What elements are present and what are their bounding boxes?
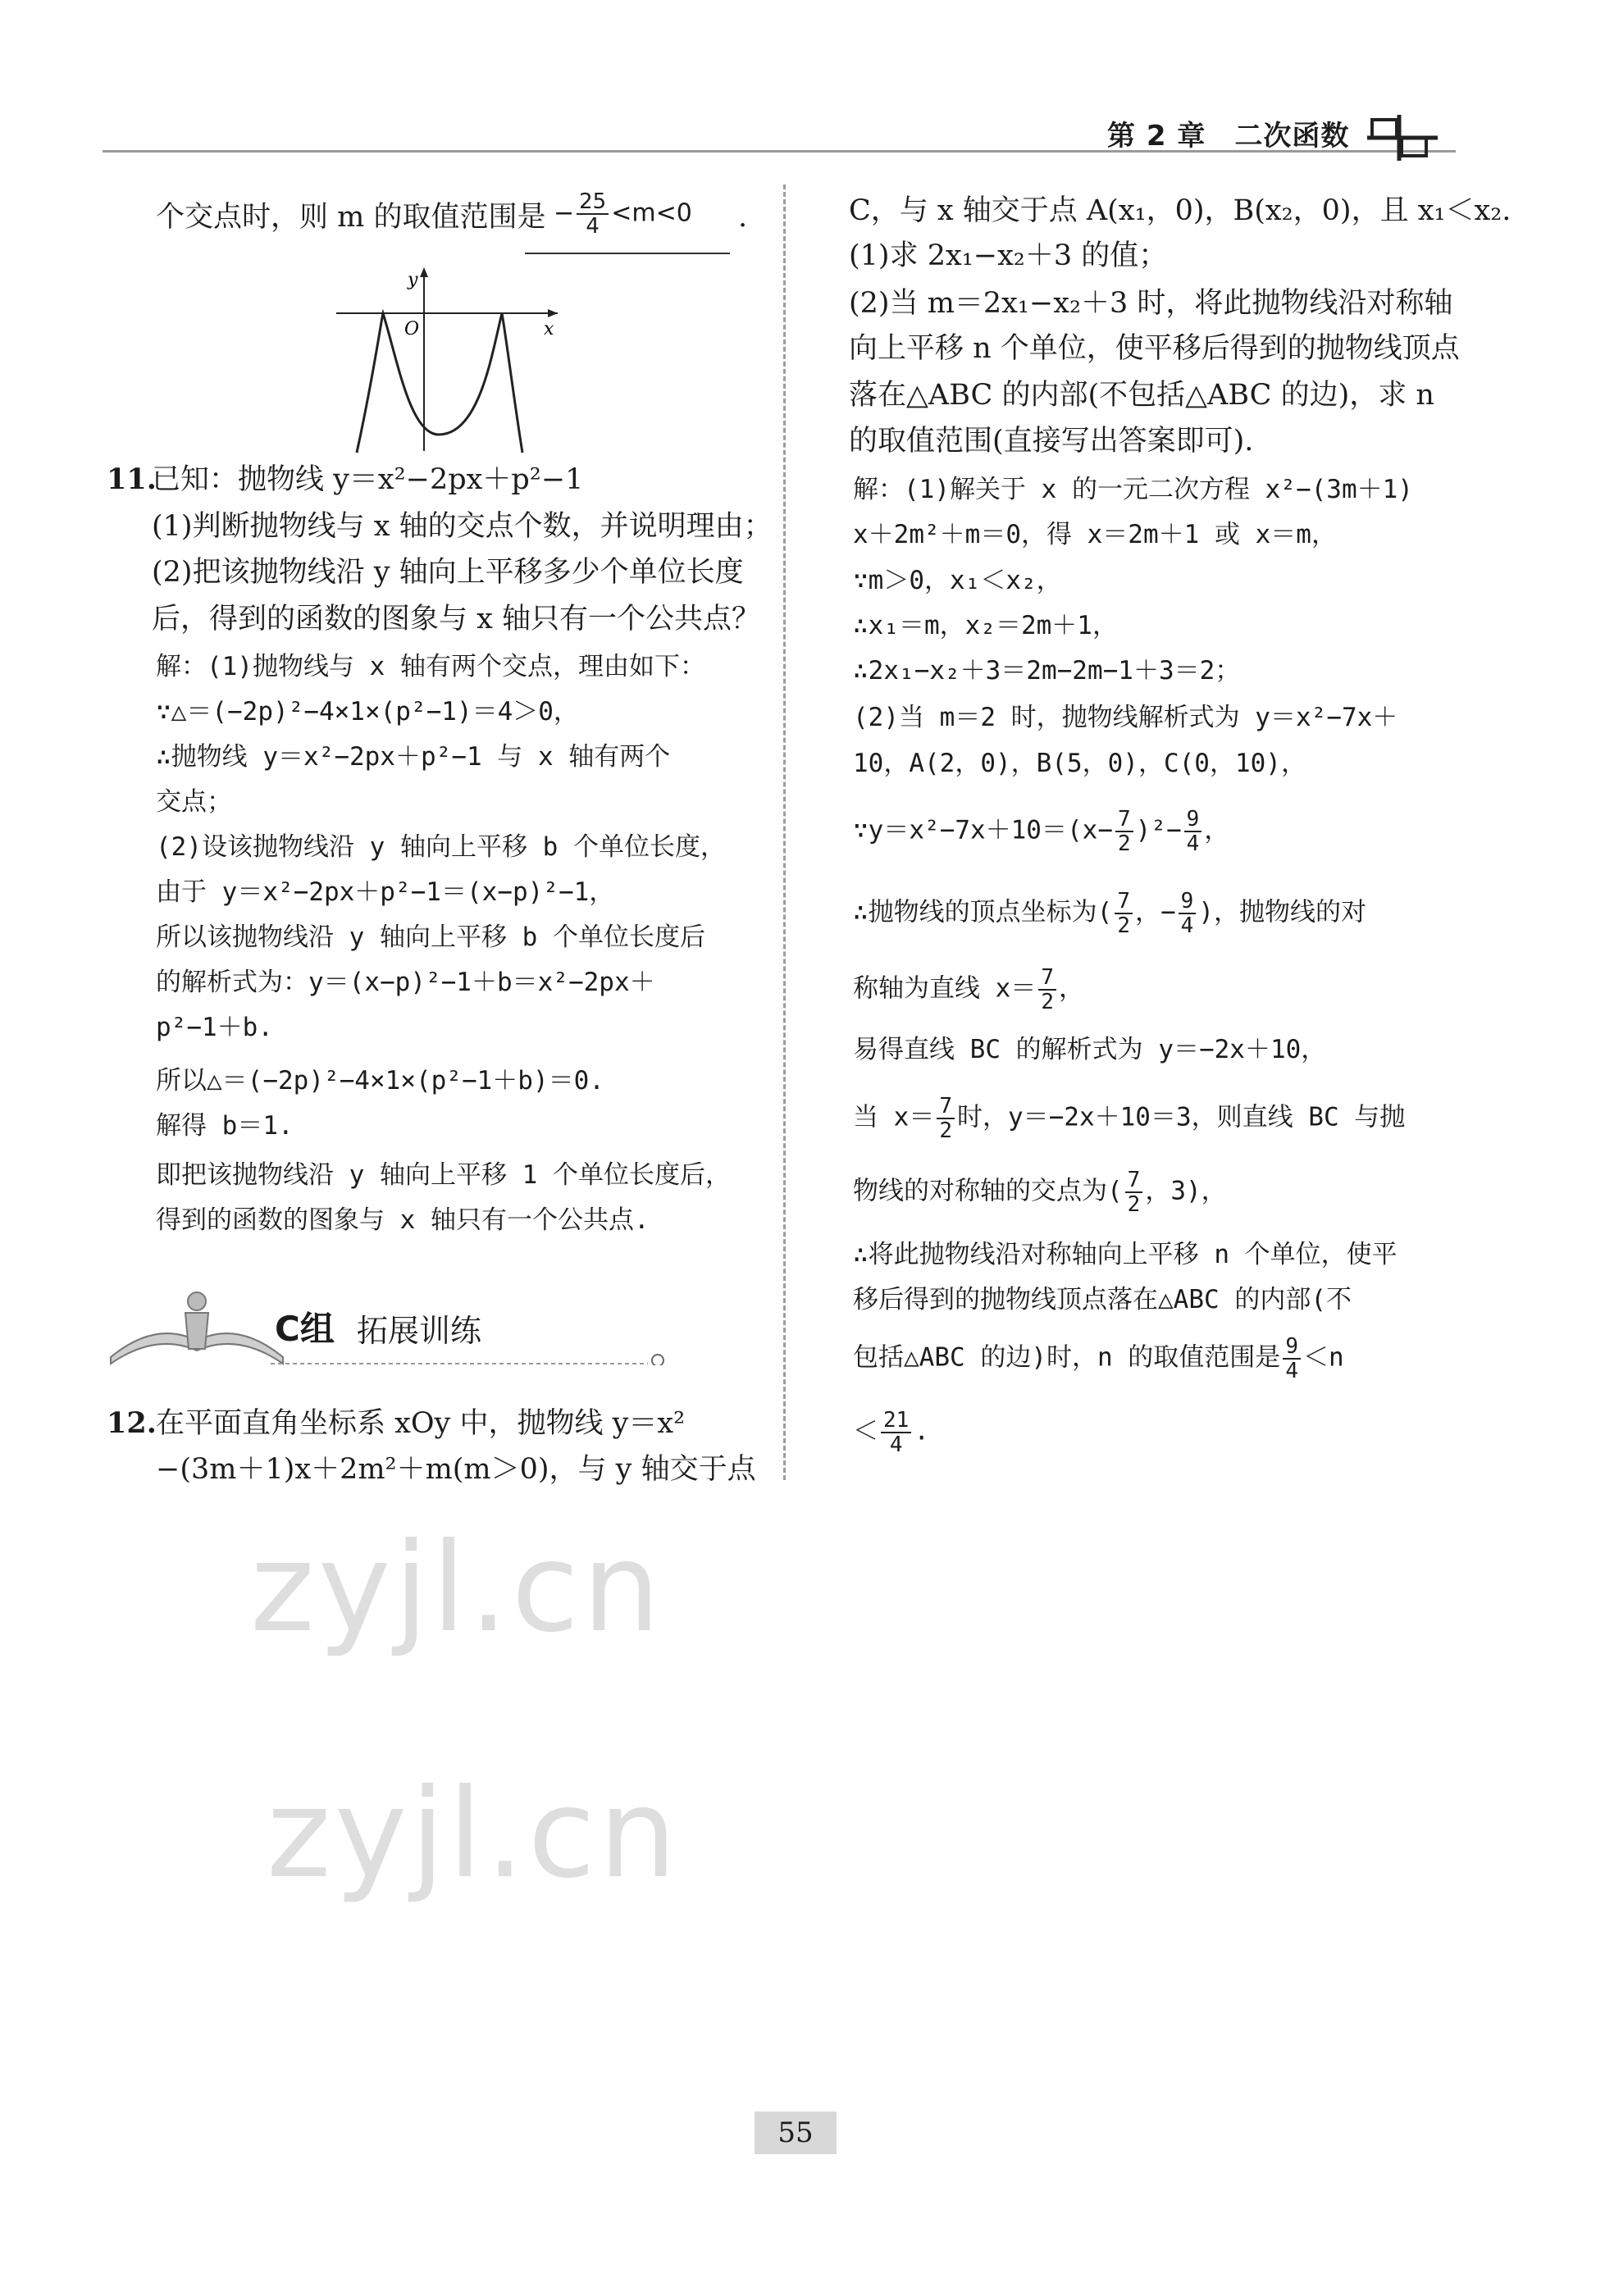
watermark: zyjl.cn	[267, 1763, 681, 1906]
solution-line: 易得直线 BC 的解析式为 y＝−2x＋10，	[853, 1035, 1327, 1064]
q11-number: 11.	[107, 462, 157, 496]
q10-tail-text: 个交点时，则 m 的取值范围是	[156, 201, 546, 234]
parabola-graph	[332, 262, 566, 455]
answer-blank-line	[525, 253, 730, 254]
solution-line: 解：(1)解关于 x 的一元二次方程 x²−(3m＋1)	[853, 475, 1413, 504]
solution-line: 交点；	[156, 787, 232, 817]
q11-part2: (2)把该抛物线沿 y 轴向上平移多少个单位长度	[152, 556, 744, 589]
page-number: 55	[755, 2112, 837, 2154]
q12-part2-cont: 落在△ABC 的内部(不包括△ABC 的边)，求 n	[849, 379, 1434, 412]
solution-line: 所以该抛物线沿 y 轴向上平移 b 个单位长度后	[156, 922, 705, 952]
q12-part2: (2)当 m＝2x₁−x₂＋3 时，将此抛物线沿对称轴	[849, 287, 1453, 320]
solution-line: 得到的函数的图象与 x 轴只有一个公共点.	[156, 1205, 650, 1235]
graph-x-label: x	[544, 319, 554, 339]
solution-line: 解得 b＝1.	[156, 1111, 294, 1141]
q12-part1: (1)求 2x₁−x₂＋3 的值；	[849, 239, 1168, 272]
column-divider	[783, 184, 786, 1480]
section-group-label: C组	[275, 1309, 335, 1349]
graph-origin-label: O	[404, 319, 420, 339]
solution-line: 解：(1)抛物线与 x 轴有两个交点，理由如下：	[156, 652, 705, 681]
solution-line: 当 x＝ $\frac{7}{2}$ 时，y＝−2x＋10＝3，则直线 BC 与抛	[853, 1094, 1406, 1143]
solution-line: 称轴为直线 x＝ $\frac{7}{2}$ ，	[853, 965, 1084, 1014]
q11-stem: 已知：抛物线 y＝x²−2px＋p²−1	[152, 463, 584, 496]
solution-line: ∵△＝(−2p)²−4×1×(p²−1)＝4＞0，	[156, 697, 579, 727]
q10-answer: − $\frac{25}{4}$ <m<0	[554, 189, 692, 239]
solution-line: ＜ $\frac{21}{4}$ .	[853, 1408, 929, 1457]
solution-line: 物线的对称轴的交点为( $\frac{7}{2}$ ，3)，	[853, 1168, 1227, 1217]
solution-line: 所以△＝(−2p)²−4×1×(p²−1＋b)＝0.	[156, 1066, 604, 1096]
solution-line: ∵m＞0，x₁＜x₂，	[853, 566, 1062, 595]
solution-line: 即把该抛物线沿 y 轴向上平移 1 个单位长度后，	[156, 1160, 731, 1190]
solution-line: x＋2m²＋m＝0，得 x＝2m＋1 或 x＝m，	[853, 520, 1337, 549]
q12-stem-line2: −(3m＋1)x＋2m²＋m(m＞0)，与 y 轴交于点	[156, 1453, 756, 1486]
q11-part1: (1)判断抛物线与 x 轴的交点个数，并说明理由；	[152, 510, 773, 543]
solution-line: 10，A(2，0)，B(5，0)，C(0，10)，	[853, 749, 1306, 778]
solution-line: ∴2x₁−x₂＋3＝2m−2m−1＋3＝2；	[853, 656, 1241, 686]
solution-line: ∵y＝x²−7x＋10＝(x− $\frac{7}{2}$ )²− $\frac{9}{4}$ ，	[853, 807, 1230, 856]
graph-y-label: y	[408, 270, 418, 290]
solution-line: 包括△ABC 的边)时，n 的取值范围是 $\frac{9}{4}$ ＜n	[853, 1334, 1344, 1383]
solution-line: 的解析式为：y＝(x−p)²−1＋b＝x²−2px＋	[156, 968, 655, 997]
q10-period: .	[738, 201, 748, 234]
solution-line: ∴抛物线的顶点坐标为( $\frac{7}{2}$ ，− $\frac{9}{4}$ )，抛物线的对	[853, 889, 1366, 938]
q11-part2-cont: 后，得到的函数的图象与 x 轴只有一个公共点？	[152, 603, 760, 636]
q12-stem-cont: C，与 x 轴交于点 A(x₁，0)，B(x₂，0)，且 x₁＜x₂.	[849, 194, 1512, 227]
solution-line: 移后得到的抛物线顶点落在△ABC 的内部(不	[853, 1285, 1352, 1314]
watermark: zyjl.cn	[250, 1517, 664, 1660]
q12-part2-cont: 向上平移 n 个单位，使平移后得到的抛物线顶点	[849, 332, 1460, 365]
chapter-title: 第 2 章 二次函数	[1107, 120, 1350, 153]
solution-line: ∴抛物线 y＝x²−2px＋p²−1 与 x 轴有两个	[156, 742, 671, 772]
solution-line: ∴将此抛物线沿对称轴向上平移 n 个单位，使平	[853, 1240, 1398, 1269]
q12-stem-line1: 在平面直角坐标系 xOy 中，抛物线 y＝x²	[156, 1407, 686, 1440]
solution-line: 由于 y＝x²−2px＋p²−1＝(x−p)²−1，	[156, 877, 615, 907]
solution-line: p²−1＋b.	[156, 1013, 273, 1042]
section-title: 拓展训练	[357, 1313, 482, 1349]
q12-part2-cont: 的取值范围(直接写出答案即可).	[849, 425, 1254, 458]
chapter-logo-icon	[1366, 113, 1439, 162]
q12-number: 12.	[107, 1406, 157, 1440]
solution-line: ∴x₁＝m，x₂＝2m＋1，	[853, 611, 1118, 640]
solution-line: (2)当 m＝2 时，抛物线解析式为 y＝x²−7x＋	[853, 703, 1398, 732]
solution-line: (2)设该抛物线沿 y 轴向上平移 b 个单位长度，	[156, 832, 726, 862]
